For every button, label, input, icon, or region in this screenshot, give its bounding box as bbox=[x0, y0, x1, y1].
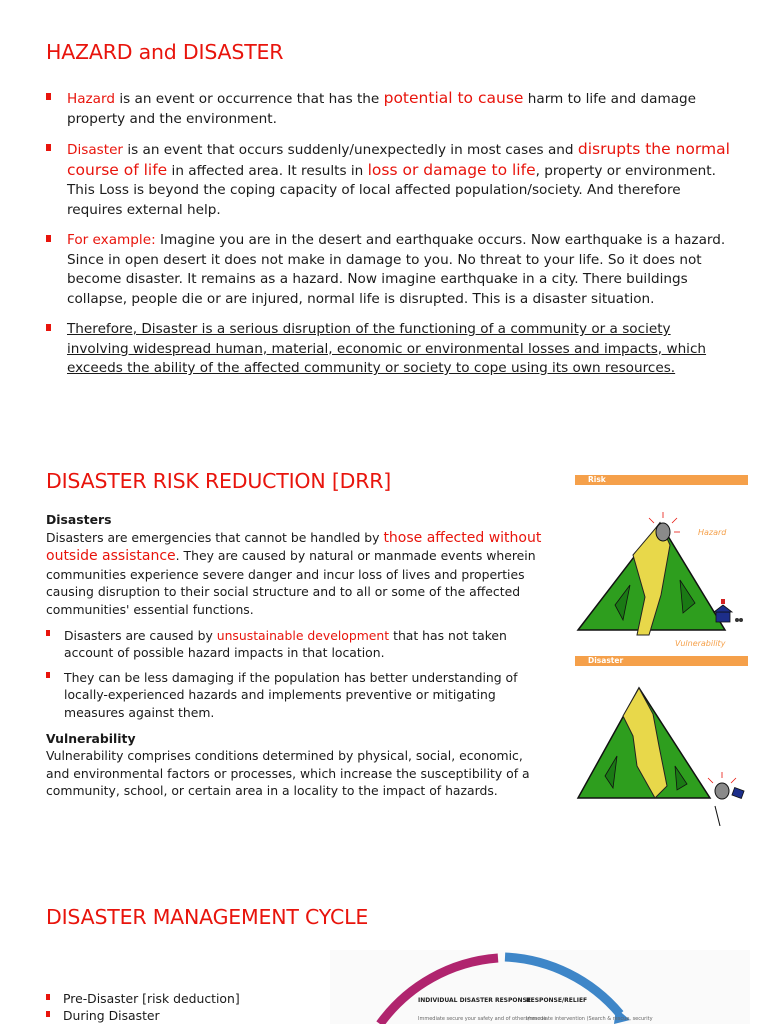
hazard-label: Hazard bbox=[698, 528, 727, 537]
risk-figure bbox=[575, 475, 748, 657]
highlight-potential: potential to cause bbox=[383, 89, 524, 107]
drr-bullet-list bbox=[46, 627, 546, 722]
disaster-definition: Therefore, Disaster is a serious disruption of the functioning of a community or a society involving widespread human, material, economic or environmental losses and impacts, which exceeds the ability of the affected community or society to cope using its own resources. bbox=[67, 321, 707, 376]
disaster-management-cycle-diagram bbox=[330, 950, 750, 1024]
cycle-label-individual-response: INDIVIDUAL DISASTER RESPONSE bbox=[418, 997, 531, 1004]
hazard-bullet-list bbox=[46, 89, 736, 379]
vulnerability-paragraph: Vulnerability comprises conditions determined by physical, social, economic, and environmental factors or processes, which increase the susceptibility of a community, school, or certain area in a locality to the impact of hazards. bbox=[46, 748, 530, 799]
highlight-unsustainable: unsustainable development bbox=[216, 627, 390, 643]
highlight-disrupts: disrupts the normal course of life bbox=[67, 140, 730, 179]
risk-mountain-illustration bbox=[575, 485, 748, 653]
risk-bar: Risk bbox=[575, 475, 748, 485]
drr-content bbox=[46, 511, 546, 800]
section-title-cycle: DISASTER MANAGEMENT CYCLE bbox=[46, 905, 369, 929]
term-for-example: For example: bbox=[67, 232, 156, 248]
disasters-paragraph: Disasters are emergencies that cannot be handled by those affected without outside assistance. They are caused by natural or manmade events wherein communities experience severe danger and incur loss of lives and properties causing disruption to their social structure and to all or some of the affected communities' essential functions. bbox=[46, 529, 542, 617]
term-disaster: Disaster bbox=[67, 142, 124, 158]
list-item-pre-disaster: Pre-Disaster [risk deduction] bbox=[46, 990, 240, 1007]
disaster-figure bbox=[575, 656, 748, 830]
highlight-outside-assistance: those affected without outside assistance bbox=[46, 529, 542, 565]
list-item-therefore bbox=[46, 320, 736, 379]
list-item-example: For example: Imagine you are in the desert and earthquake occurs. Now earthquake is a hazard. Since in open desert it does not make in damage to you. No threat to your life. So it does not become disaster. It remains as a hazard. Now imagine earthquake in a city. There buildings collapse, people die or are injured, normal life is disrupted. This is a disaster situation. bbox=[46, 231, 736, 309]
disaster-bar: Disaster bbox=[575, 656, 748, 666]
vulnerability-label: Vulnerability bbox=[675, 639, 726, 648]
highlight-loss: loss or damage to life bbox=[367, 160, 536, 179]
list-item-less-damaging: They can be less damaging if the population has better understanding of locally-experienced hazards and implements preventive or mitigating measures against them. bbox=[46, 669, 546, 722]
vulnerability-heading: Vulnerability bbox=[46, 730, 136, 746]
list-item-disaster: Disaster is an event that occurs suddenly/unexpectedly in most cases and disrupts the normal course of life in affected area. It results in loss or damage to life, property or environment. This Loss is beyond the coping capacity of local affected population/society. And therefore requires external help. bbox=[46, 140, 736, 220]
list-item-during-disaster: During Disaster bbox=[46, 1007, 240, 1024]
cycle-sub-response-relief: Immediate intervention (Search & rescue, security bbox=[526, 1016, 653, 1022]
list-item-hazard: Hazard is an event or occurrence that has the potential to cause harm to life and damage property and the environment. bbox=[46, 89, 736, 129]
cycle-sub-individual-response: Immediate secure your safety and of others/rescue bbox=[418, 1016, 547, 1022]
disasters-heading: Disasters bbox=[46, 512, 112, 527]
section-title-hazard-disaster: HAZARD and DISASTER bbox=[46, 40, 284, 64]
term-hazard: Hazard bbox=[67, 91, 115, 107]
disaster-mountain-illustration bbox=[575, 666, 748, 826]
section-title-drr: DISASTER RISK REDUCTION [DRR] bbox=[46, 469, 392, 493]
list-item-unsustainable: Disasters are caused by unsustainable development that has not taken account of possible hazard impacts in that location. bbox=[46, 627, 546, 662]
cycle-label-response-relief: RESPONSE/RELIEF bbox=[526, 997, 588, 1004]
cycle-phase-list bbox=[46, 990, 240, 1024]
